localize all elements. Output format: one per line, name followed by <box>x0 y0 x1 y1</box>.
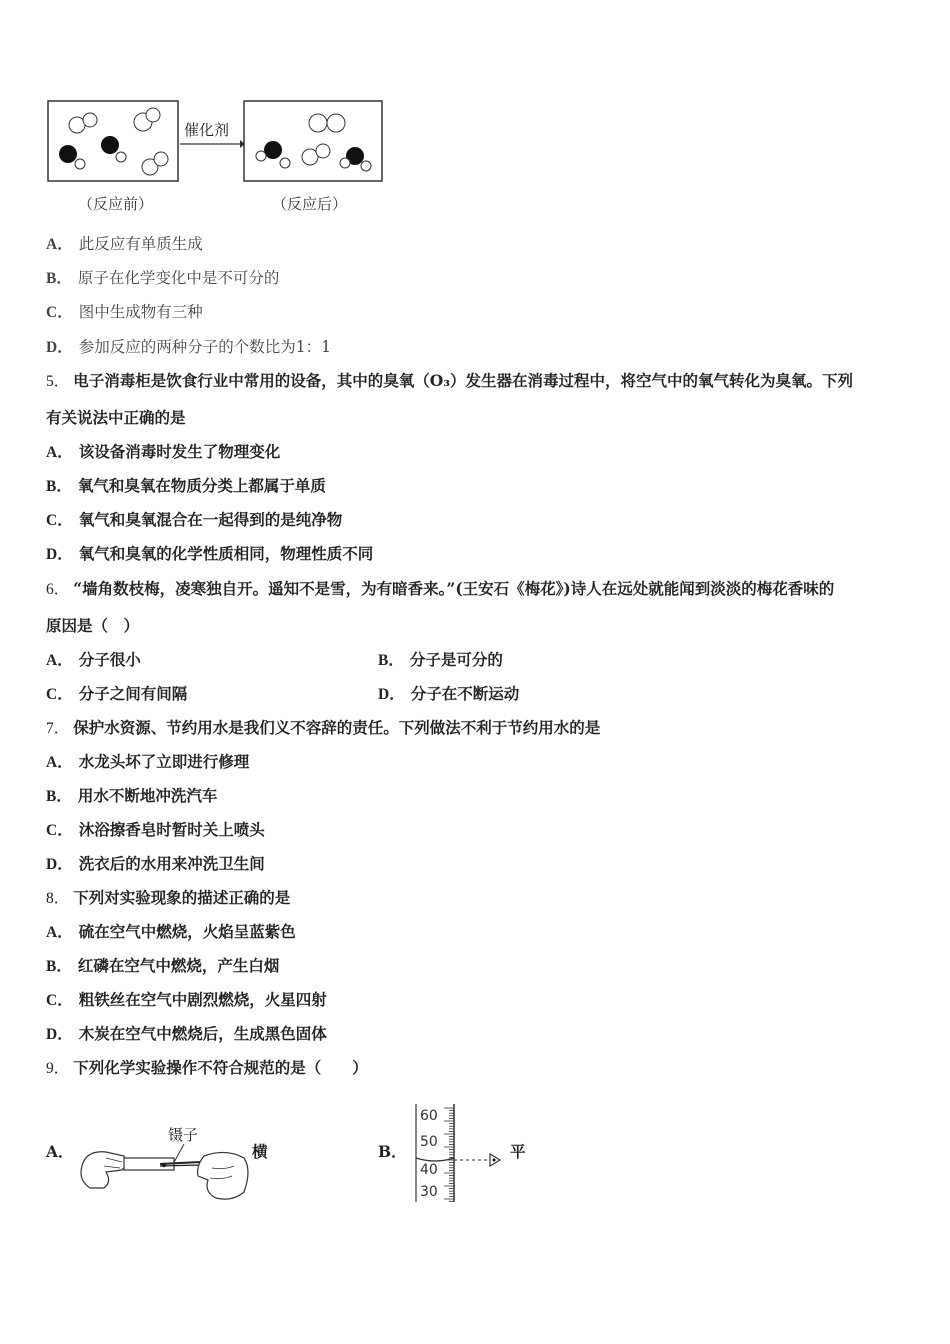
q5-option-c: C． 氧气和臭氧混合在一起得到的是纯净物 <box>46 510 343 529</box>
q9-option-a-side-text: 横 <box>252 1142 268 1161</box>
q8-option-b: B． 红磷在空气中燃烧，产生白烟 <box>46 956 280 975</box>
q8-option-c: C． 粗铁丝在空气中剧烈燃烧，火星四射 <box>46 990 327 1009</box>
scale-tick-60: 60 <box>420 1108 438 1124</box>
q7-stem: 7． 保护水资源、节约用水是我们义不容辞的责任。下列做法不利于节约用水的是 <box>46 718 601 737</box>
q7-option-d: D． 洗衣后的水用来冲洗卫生间 <box>46 854 265 873</box>
q9-stem: 9． 下列化学实验操作不符合规范的是（ ） <box>46 1058 368 1077</box>
scale-tick-40: 40 <box>420 1162 438 1178</box>
q6-stem: 6． “墙角数枝梅，凌寒独自开。遥知不是雪，为有暗香来。”(王安石《梅花》)诗人在远处就能闻到淡淡的梅花香味的 <box>46 579 835 598</box>
q7-option-c: C． 沐浴擦香皂时暂时关上喷头 <box>46 820 265 839</box>
q6-option-b: B． 分子是可分的 <box>378 650 503 669</box>
scale-tick-50: 50 <box>420 1134 438 1150</box>
q6-stem-cont: 原因是（ ） <box>46 616 140 635</box>
q8-option-a: A． 硫在空气中燃烧，火焰呈蓝紫色 <box>46 922 296 941</box>
q5-option-d: D． 氧气和臭氧的化学性质相同，物理性质不同 <box>46 544 374 563</box>
tweezers-label: 镊子 <box>168 1126 199 1144</box>
tweezers-test-tube-figure <box>76 1118 256 1208</box>
q7-option-b: B． 用水不断地冲洗汽车 <box>46 786 218 805</box>
q9-option-a-label: A． <box>46 1142 74 1161</box>
q4-option-a: A． 此反应有单质生成 <box>46 235 203 253</box>
q4-option-d: D． 参加反应的两种分子的个数比为1：1 <box>46 338 331 356</box>
after-caption: （反应后） <box>272 195 348 213</box>
q5-stem: 5． 电子消毒柜是饮食行业中常用的设备，其中的臭氧（O₃）发生器在消毒过程中，将空气中的氧气转化为臭氧。下列 <box>46 371 854 390</box>
q4-option-b: B． 原子在化学变化中是不可分的 <box>46 269 280 287</box>
scale-tick-30: 30 <box>420 1184 438 1200</box>
q6-option-a: A． 分子很小 <box>46 650 141 669</box>
q5-option-a: A． 该设备消毒时发生了物理变化 <box>46 442 281 461</box>
q7-option-a: A． 水龙头坏了立即进行修理 <box>46 752 250 771</box>
q6-option-d: D． 分子在不断运动 <box>378 684 520 703</box>
q6-option-c: C． 分子之间有间隔 <box>46 684 188 703</box>
q5-stem-cont: 有关说法中正确的是 <box>46 408 186 427</box>
q9-option-b-side-text: 平 <box>510 1142 526 1161</box>
before-caption: （反应前） <box>78 195 154 213</box>
catalyst-label: 催化剂 <box>184 121 230 139</box>
q9-option-b-label: B． <box>378 1142 407 1161</box>
q4-option-c: C． 图中生成物有三种 <box>46 303 203 321</box>
q5-option-b: B． 氧气和臭氧在物质分类上都属于单质 <box>46 476 326 495</box>
q8-stem: 8． 下列对实验现象的描述正确的是 <box>46 888 291 907</box>
q8-option-d: D． 木炭在空气中燃烧后，生成黑色固体 <box>46 1024 327 1043</box>
